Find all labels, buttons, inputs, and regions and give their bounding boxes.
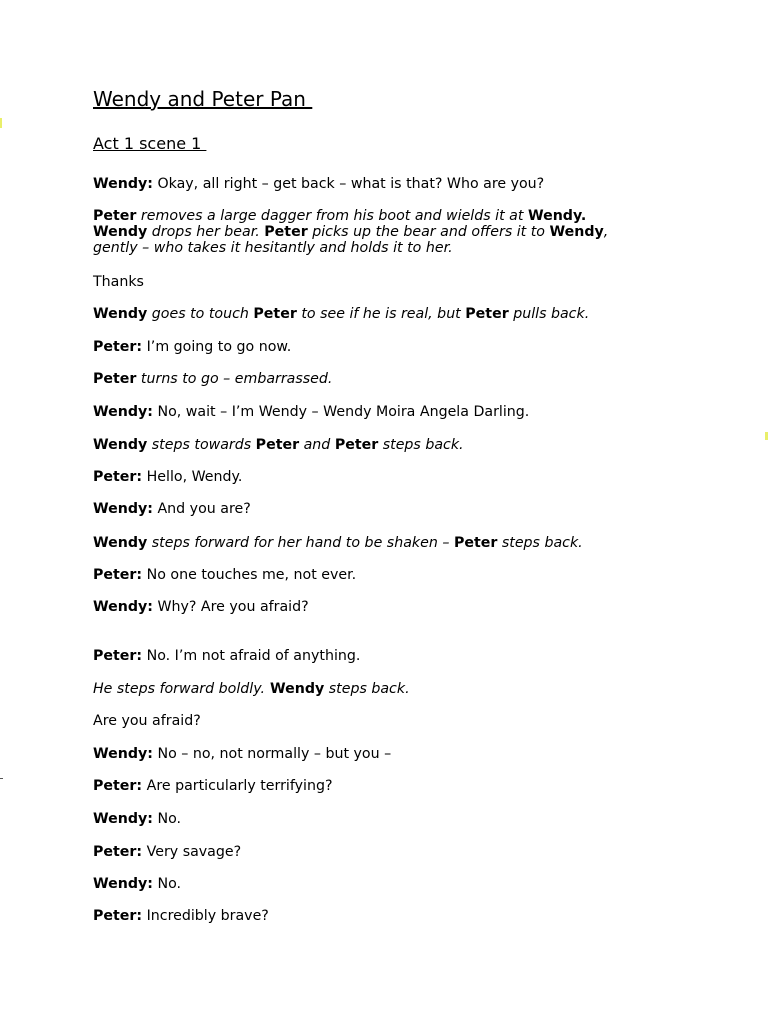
page-edge-mark-left (0, 118, 2, 128)
stage-direction: Peter removes a large dagger from his boot and wields it at Wendy. (93, 208, 587, 224)
stage-direction: Wendy drops her bear. Peter picks up the bear and offers it to Wendy, (93, 224, 609, 240)
scene-heading: Act 1 scene 1 (93, 134, 207, 153)
script-line: Thanks (93, 274, 144, 290)
script-line: Wendy: No. (93, 876, 182, 892)
script-line: Wendy: No, wait – I’m Wendy – Wendy Moira Angela Darling. (93, 404, 530, 420)
script-line: Peter: Incredibly brave? (93, 908, 269, 924)
script-line: Wendy: No. (93, 811, 182, 827)
script-line: Wendy: And you are? (93, 501, 251, 517)
page-title: Wendy and Peter Pan (93, 87, 313, 111)
script-line: Are you afraid? (93, 713, 201, 729)
script-line: Wendy: No – no, not normally – but you – (93, 746, 392, 762)
script-line: Peter: No one touches me, not ever. (93, 567, 357, 583)
stage-direction: Wendy goes to touch Peter to see if he is real, but Peter pulls back. (93, 306, 590, 322)
script-line: Wendy: Okay, all right – get back – what is that? Who are you? (93, 176, 545, 192)
stage-direction: Peter turns to go – embarrassed. (93, 371, 333, 387)
script-line: Peter: Very savage? (93, 844, 242, 860)
script-line: Peter: I’m going to go now. (93, 339, 292, 355)
stage-direction: gently – who takes it hesitantly and holds it to her. (93, 240, 453, 256)
script-line: Wendy: Why? Are you afraid? (93, 599, 309, 615)
stage-direction: He steps forward boldly. Wendy steps back. (93, 681, 410, 697)
script-line: Peter: No. I’m not afraid of anything. (93, 648, 361, 664)
script-line: Peter: Are particularly terrifying? (93, 778, 333, 794)
stage-direction: Wendy steps forward for her hand to be shaken – Peter steps back. (93, 535, 583, 551)
page-edge-mark-bottom-left (0, 778, 3, 779)
stage-direction: Wendy steps towards Peter and Peter steps back. (93, 437, 464, 453)
script-line: Peter: Hello, Wendy. (93, 469, 243, 485)
